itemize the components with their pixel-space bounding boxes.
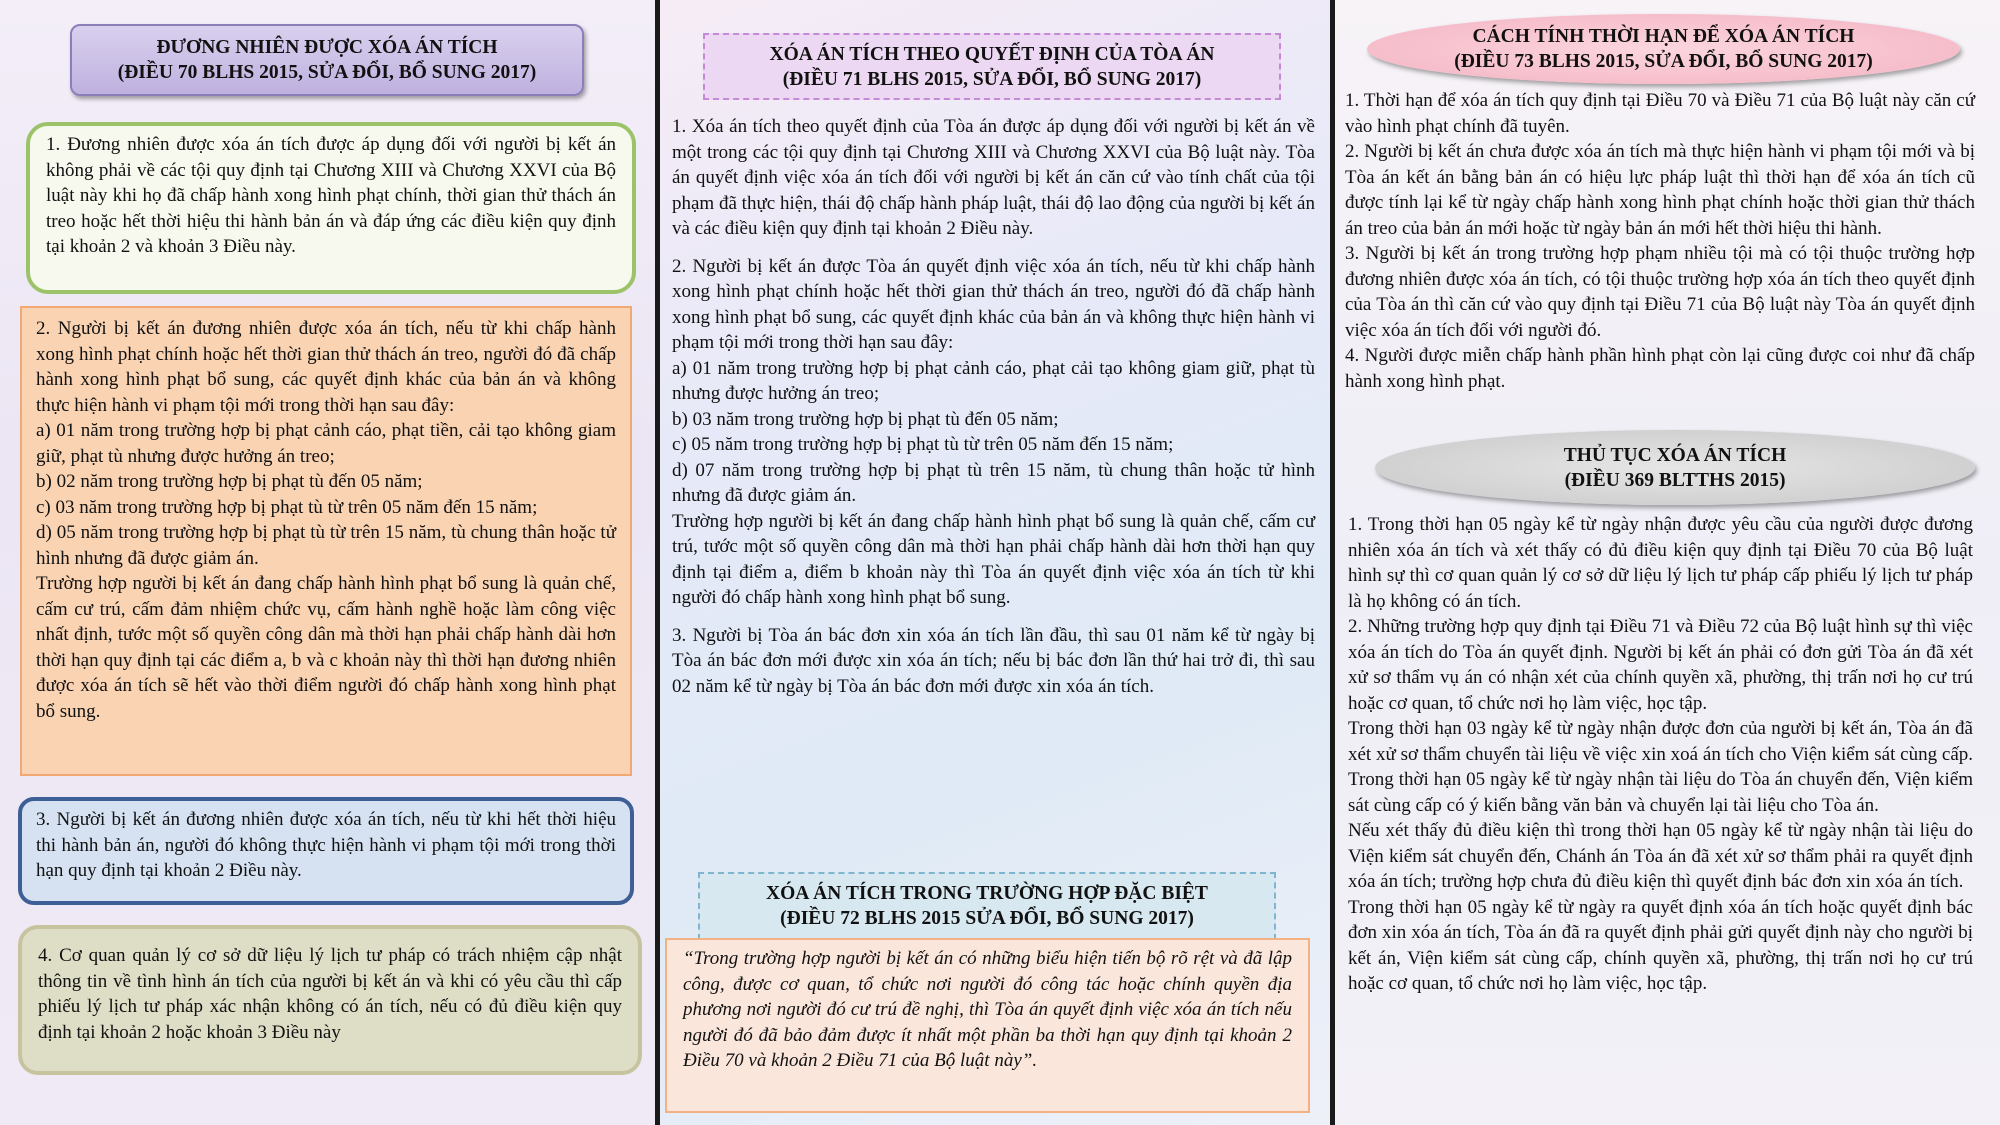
article-73-text — [1345, 88, 1975, 394]
paragraph-2-intro: 2. Người bị kết án được Tòa án quyết định việc xóa án tích, nếu từ khi chấp hành xong hình phạt chính hoặc hết thời gian thử thách án treo, người đó đã chấp hành xong hình phạt bổ sung, các quyết định khác của bản án và không thực hiện hành vi phạm tội mới trong thời hạn sau đây: — [672, 255, 1315, 353]
header-subtitle: (ĐIỀU 72 BLHS 2015 SỬA ĐỔI, BỔ SUNG 2017) — [780, 908, 1194, 929]
column-divider — [1330, 0, 1335, 1125]
clause-intro: 2. Người bị kết án đương nhiên được xóa án tích, nếu từ khi chấp hành xong hình phạt chính hoặc hết thời gian thử thách án treo, người đó đã chấp hành xong hình phạt bổ sung, các quyết định khác của bản án và không thực hiện hành vi phạm tội mới trong thời hạn sau đây: — [36, 318, 616, 416]
list-item: 2. Những trường hợp quy định tại Điều 71 và Điều 72 của Bộ luật hình sự thì việc xóa án tích do Tòa án quyết định. Người bị kết án phải có đơn gửi Tòa án đã xét xử sơ thẩm vụ án có nhận xét của chính quyền xã, phường, thị trấn nơi họ cư trú hoặc cơ quan, tổ chức nơi họ làm việc, học tập. — [1348, 616, 1973, 714]
paragraph-2-extra: Trường hợp người bị kết án đang chấp hành hình phạt bổ sung là quản chế, cấm cư trú, tước một số quyền công dân mà thời hạn phải chấp hành dài hơn thời hạn quy định tại điểm a, điểm b khoản này thì Tòa án quyết định việc xóa án tích từ khi người đó chấp hành xong hình phạt bổ sung. — [672, 510, 1315, 608]
header-title: XÓA ÁN TÍCH TRONG TRƯỜNG HỢP ĐẶC BIỆT — [766, 883, 1208, 904]
clause-3-box — [18, 797, 634, 905]
header-title: THỦ TỤC XÓA ÁN TÍCH — [1563, 444, 1787, 466]
header-subtitle: (ĐIỀU 71 BLHS 2015, SỬA ĐỔI, BỔ SUNG 2017) — [782, 68, 1202, 90]
header-subtitle: (ĐIỀU 369 BLTTHS 2015) — [1564, 469, 1786, 491]
list-item: 1. Thời hạn để xóa án tích quy định tại Điều 70 và Điều 71 của Bộ luật này căn cứ vào hình phạt chính đã tuyên. — [1345, 90, 1975, 137]
clause-text: 3. Người bị kết án đương nhiên được xóa án tích, nếu từ khi hết thời hiệu thi hành bản án, người đó không thực hiện hành vi phạm tội mới trong thời hạn quy định tại khoản 2 Điều này. — [36, 809, 616, 881]
list-item: 2. Người bị kết án chưa được xóa án tích mà thực hiện hành vi phạm tội mới và bị Tòa án kết án bằng bản án có hiệu lực pháp luật thì thời hạn để xóa án tích cũ được tính lại kể từ ngày chấp hành xong hình phạt chính hoặc thời gian thử thách án treo của bản án mới hoặc từ ngày bản án mới hết thời hiệu thi hành. — [1345, 141, 1975, 239]
clause-item-c: c) 03 năm trong trường hợp bị phạt tù từ trên 05 năm đến 15 năm; — [36, 496, 538, 518]
clause-1-box — [26, 122, 636, 294]
header-procedure — [1375, 430, 1975, 505]
clause-item-d: d) 05 năm trong trường hợp bị phạt tù từ trên 15 năm, tù chung thân hoặc tử hình nhưng đã được giảm án. — [36, 522, 616, 569]
header-subtitle: (ĐIỀU 70 BLHS 2015, SỬA ĐỔI, BỔ SUNG 2017) — [117, 62, 537, 83]
paragraph-2-item-b: b) 03 năm trong trường hợp bị phạt tù đến 05 năm; — [672, 408, 1059, 430]
clause-text: 1. Đương nhiên được xóa án tích được áp dụng đối với người bị kết án không phải về các tội quy định tại Chương XIII và Chương XXVI của Bộ luật này khi họ đã chấp hành xong hình phạt chính, thời gian thử thách án treo hoặc hết thời hiệu thi hành bản án và đáp ứng các điều kiện quy định tại khoản 2 và khoản 3 Điều này. — [46, 134, 616, 257]
quote-text: “Trong trường hợp người bị kết án có những biểu hiện tiến bộ rõ rệt và đã lập công, được cơ quan, tổ chức nơi người đó công tác hoặc chính quyền địa phương nơi người đó cư trú đề nghị, thì Tòa án quyết định việc xóa án tích nếu người đó đã bảo đảm được ít nhất một phần ba thời hạn quy định tại khoản 2 Điều 70 và khoản 2 Điều 71 của Bộ luật này”. — [683, 948, 1292, 1071]
header-article-73 — [1367, 14, 1960, 84]
clause-2-box — [20, 306, 632, 776]
header-article-71 — [703, 33, 1281, 100]
header-article-70 — [70, 24, 584, 96]
list-item: 3. Người bị kết án trong trường hợp phạm nhiều tội mà có tội thuộc trường hợp đương nhiên được xóa án tích, có tội thuộc trường hợp xóa án tích theo quyết định của Tòa án thì căn cứ vào quy định tại Điều 71 của Bộ luật này Tòa án quyết định việc xóa án tích đối với người đó. — [1345, 243, 1975, 341]
article-72-quote-box — [665, 938, 1310, 1113]
paragraph-2-item-d: d) 07 năm trong trường hợp bị phạt tù trên 15 năm, tù chung thân hoặc tử hình nhưng đã được giảm án. — [672, 459, 1315, 506]
header-title: ĐƯƠNG NHIÊN ĐƯỢC XÓA ÁN TÍCH — [156, 37, 498, 58]
header-subtitle: (ĐIỀU 73 BLHS 2015, SỬA ĐỔI, BỔ SUNG 2017) — [1454, 51, 1873, 72]
clause-item-a: a) 01 năm trong trường hợp bị phạt cảnh cáo, phạt tiền, cải tạo không giam giữ, phạt tù nhưng được hưởng án treo; — [36, 420, 616, 467]
article-71-text — [672, 114, 1315, 699]
clause-item-b: b) 02 năm trong trường hợp bị phạt tù đến 05 năm; — [36, 471, 423, 492]
list-item: 4. Người được miễn chấp hành phần hình phạt còn lại cũng được coi như đã chấp hành xong hình phạt. — [1345, 345, 1975, 392]
paragraph-1: 1. Xóa án tích theo quyết định của Tòa án được áp dụng đối với người bị kết án về một trong các tội quy định tại Chương XIII và Chương XXVI của Bộ luật này. Tòa án quyết định việc xóa án tích đối với người bị kết án căn cứ vào tính chất của tội phạm đã thực hiện, thái độ chấp hành pháp luật, thái độ lao động của người bị kết án và các điều kiện quy định tại khoản 2 Điều này. — [672, 116, 1315, 239]
header-article-72 — [698, 872, 1276, 940]
header-title: XÓA ÁN TÍCH THEO QUYẾT ĐỊNH CỦA TÒA ÁN — [769, 43, 1215, 65]
list-item: Trong thời hạn 05 ngày kể từ ngày ra quyết định xóa án tích hoặc quyết định bác đơn xin xóa án tích, Tòa án đã ra quyết định phải gửi quyết định này cho người bị kết án, Viện kiểm sát cùng cấp, chính quyền xã, phường, thị trấn nơi họ cư trú hoặc cơ quan, tổ chức nơi họ làm việc, học tập. — [1348, 896, 1973, 994]
paragraph-3: 3. Người bị Tòa án bác đơn xin xóa án tích lần đầu, thì sau 01 năm kể từ ngày bị Tòa án bác đơn mới được xin xóa án tích; nếu bị bác đơn lần thứ hai trở đi, thì sau 02 năm kể từ ngày bị Tòa án bác đơn mới được xin xóa án tích. — [672, 624, 1315, 697]
paragraph-2-item-c: c) 05 năm trong trường hợp bị phạt tù từ trên 05 năm đến 15 năm; — [672, 434, 1174, 455]
list-item: 1. Trong thời hạn 05 ngày kể từ ngày nhận được yêu cầu của người được đương nhiên xóa án tích và xét thấy có đủ điều kiện quy định tại Điều 70 của Bộ luật hình sự thì cơ quan quản lý cơ sở dữ liệu lý lịch tư pháp cấp phiếu lý lịch tư pháp là họ không có án tích. — [1348, 514, 1973, 612]
clause-text: 4. Cơ quan quản lý cơ sở dữ liệu lý lịch tư pháp có trách nhiệm cập nhật thông tin về tình hình án tích của người bị kết án và khi có yêu cầu thì cấp phiếu lý lịch tư pháp xác nhận không có án tích, nếu có đủ điều kiện quy định tại khoản 2 hoặc khoản 3 Điều này — [38, 945, 622, 1043]
list-item: Nếu xét thấy đủ điều kiện thì trong thời hạn 05 ngày kể từ ngày nhận tài liệu do Viện kiểm sát chuyển đến, Chánh án Tòa án đã xét xử sơ thẩm phải ra quyết định xóa án tích; trường hợp chưa đủ điều kiện thì quyết định bác đơn xin xóa án tích. — [1348, 820, 1973, 892]
procedure-text — [1348, 512, 1973, 997]
column-divider — [655, 0, 660, 1125]
clause-4-box — [18, 925, 642, 1075]
paragraph-2-item-a: a) 01 năm trong trường hợp bị phạt cảnh cáo, phạt cải tạo không giam giữ, phạt tù nhưng được hưởng án treo; — [672, 357, 1315, 404]
list-item: Trong thời hạn 03 ngày kể từ ngày nhận được đơn của người bị kết án, Tòa án đã xét xử sơ thẩm chuyển tài liệu về việc xin xoá án tích cho Viện kiểm sát cùng cấp. Trong thời hạn 05 ngày kể từ ngày nhận tài liệu do Tòa án chuyển đến, Viện kiểm sát cùng cấp có ý kiến bằng văn bản và chuyển lại tài liệu cho Tòa án. — [1348, 718, 1973, 816]
clause-extra: Trường hợp người bị kết án đang chấp hành hình phạt bổ sung là quản chế, cấm cư trú, cấm đảm nhiệm chức vụ, cấm hành nghề hoặc làm công việc nhất định, tước một số quyền công dân mà thời hạn phải chấp hành dài hơn thời hạn quy định tại các điểm a, b và c khoản này thì thời hạn đương nhiên được xóa án tích sẽ hết vào thời điểm người đó chấp hành xong hình phạt bổ sung. — [36, 573, 616, 722]
header-title: CÁCH TÍNH THỜI HẠN ĐỂ XÓA ÁN TÍCH — [1472, 26, 1855, 47]
